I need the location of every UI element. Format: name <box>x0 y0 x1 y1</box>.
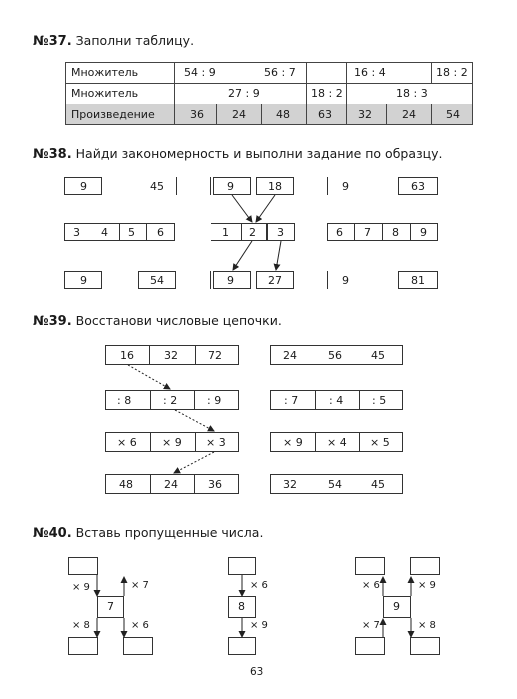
ex38-g1-mid-value: 5 <box>128 226 135 239</box>
ex39-right-r3-value: × 9 <box>283 436 303 449</box>
ex37-row2-label: Множитель <box>71 87 139 100</box>
ex37-r3-cell: 32 <box>358 108 372 121</box>
ex39-left-r2-value: : 8 <box>117 394 132 407</box>
ex38-g2-mid-value: 2 <box>249 226 256 239</box>
ex38-g3-top-left-value: 9 <box>342 180 349 193</box>
ex40-d3-label-bl: × 7 <box>362 620 380 631</box>
ex37-row3-label: Произведение <box>71 108 155 121</box>
ex40-d2-label-br: × 9 <box>250 620 268 631</box>
ex38-g1-mid-value: 3 <box>73 226 80 239</box>
ex37-title: Заполни таблицу. <box>75 33 195 48</box>
ex40-d3-label-br: × 8 <box>418 620 436 631</box>
ex40-d2-label-tr: × 6 <box>250 580 268 591</box>
ex38-g3-mid-value: 6 <box>336 226 343 239</box>
ex38-g3-mid-value: 7 <box>364 226 371 239</box>
ex39-left-r1-value: 72 <box>208 349 222 362</box>
ex40-d1-label-br: × 6 <box>131 620 149 631</box>
ex40-d3-box-tl <box>355 557 385 575</box>
ex39-left-r4-value: 48 <box>119 478 133 491</box>
ex37-r3-cell: 54 <box>446 108 460 121</box>
ex37-r2-cell: 18 : 2 <box>311 87 343 100</box>
ex37-r1-cell: 16 : 4 <box>354 66 386 79</box>
ex38-g1-top-left-value: 9 <box>80 180 87 193</box>
ex38-g1-mid-value: 6 <box>157 226 164 239</box>
ex38-arrow <box>256 195 275 222</box>
ex38-g1-top-right-value: 45 <box>150 180 164 193</box>
ex39-left-r3-value: × 3 <box>206 436 226 449</box>
ex38-g2-top-left-value: 9 <box>227 180 234 193</box>
ex39-left-r1-value: 32 <box>164 349 178 362</box>
ex40-d1-box-bl <box>68 637 98 655</box>
ex37-r3-cell: 63 <box>318 108 332 121</box>
ex39-right-r4-value: 45 <box>371 478 385 491</box>
ex37-r3-cell: 36 <box>190 108 204 121</box>
ex39-left-r2-value: : 2 <box>163 394 178 407</box>
ex39-right-r3-value: × 4 <box>327 436 347 449</box>
ex37-heading <box>33 33 194 49</box>
ex37-r1-cell: 54 : 9 <box>184 66 216 79</box>
ex37-r3-cell: 24 <box>402 108 416 121</box>
ex39-left-r4-value: 24 <box>164 478 178 491</box>
ex40-d3-box-bl <box>355 637 385 655</box>
ex40-d1-label-tl: × 9 <box>72 582 90 593</box>
ex40-d1-box-tl <box>68 557 98 575</box>
ex40-d3-box-tr <box>410 557 440 575</box>
ex40-d2-box-bottom <box>228 637 256 655</box>
ex38-g1-mid-value: 4 <box>101 226 108 239</box>
ex39-right-r4-value: 32 <box>283 478 297 491</box>
ex38-arrow <box>276 241 281 270</box>
ex38-g2-top-right-value: 18 <box>268 180 282 193</box>
ex38-g1-bot-left-value: 9 <box>80 274 87 287</box>
ex37-row1-label: Множитель <box>71 66 139 79</box>
ex39-right-r4-value: 54 <box>328 478 342 491</box>
ex38-g2-mid-value: 1 <box>222 226 229 239</box>
ex39-arrow <box>175 410 214 431</box>
ex40-title: Вставь пропущенные числа. <box>75 525 264 540</box>
ex40-d2-box-top <box>228 557 256 575</box>
ex39-right-r2-value: : 7 <box>284 394 299 407</box>
ex39-right-r1-value: 56 <box>328 349 342 362</box>
ex39-left-r4-value: 36 <box>208 478 222 491</box>
ex39-right-r1-value: 45 <box>371 349 385 362</box>
ex39-arrow <box>174 452 214 473</box>
ex40-d1-center-value: 7 <box>107 600 114 613</box>
ex40-heading <box>33 525 263 541</box>
ex40-d3-center-value: 9 <box>393 600 400 613</box>
ex38-g2-mid-value: 3 <box>277 226 284 239</box>
ex39-right-r2-value: : 4 <box>329 394 344 407</box>
ex40-d3-label-tr: × 9 <box>418 580 436 591</box>
ex38-g3-bot-right-value: 81 <box>411 274 425 287</box>
ex40-d1-label-tr: × 7 <box>131 580 149 591</box>
ex39-number: №39. <box>33 314 72 329</box>
ex39-heading <box>33 313 282 329</box>
ex37-number: №37. <box>33 34 72 49</box>
ex38-g3-top-right-value: 63 <box>411 180 425 193</box>
page-number: 63 <box>250 666 264 678</box>
ex39-right-r2-value: : 5 <box>372 394 387 407</box>
ex38-g3-mid-value: 9 <box>420 226 427 239</box>
ex38-number: №38. <box>33 147 72 162</box>
ex38-arrow <box>232 195 252 222</box>
ex39-title: Восстанови числовые цепочки. <box>75 313 282 328</box>
ex40-number: №40. <box>33 526 72 541</box>
ex37-r3-cell: 48 <box>276 108 290 121</box>
ex40-d3-label-tl: × 6 <box>362 580 380 591</box>
ex38-g1-bot-right-value: 54 <box>150 274 164 287</box>
ex39-left-r3-value: × 6 <box>117 436 137 449</box>
ex38-g2-bot-right-value: 27 <box>268 274 282 287</box>
ex37-r1-cell: 56 : 7 <box>264 66 296 79</box>
ex38-g3-bot-left-value: 9 <box>342 274 349 287</box>
ex39-left-r2-value: : 9 <box>207 394 222 407</box>
ex37-r1-cell: 18 : 2 <box>436 66 468 79</box>
ex39-arrow <box>128 365 170 389</box>
ex40-d1-label-bl: × 8 <box>72 620 90 631</box>
ex38-title: Найди закономерность и выполни задание по образцу. <box>75 146 443 161</box>
ex38-heading <box>33 146 443 162</box>
ex37-r3-cell: 24 <box>232 108 246 121</box>
ex39-left-r3-value: × 9 <box>162 436 182 449</box>
ex39-left-r1-value: 16 <box>120 349 134 362</box>
ex39-right-r1-value: 24 <box>283 349 297 362</box>
ex40-d1-box-br <box>123 637 153 655</box>
ex38-arrow <box>233 241 252 270</box>
ex38-g2-bot-left-value: 9 <box>227 274 234 287</box>
ex39-right-r3-value: × 5 <box>370 436 390 449</box>
ex37-r2-cell: 27 : 9 <box>228 87 260 100</box>
ex37-r2-cell: 18 : 3 <box>396 87 428 100</box>
ex40-d3-box-br <box>410 637 440 655</box>
ex37-table <box>65 62 473 125</box>
ex38-g3-mid-value: 8 <box>392 226 399 239</box>
ex40-d2-center-value: 8 <box>238 600 245 613</box>
